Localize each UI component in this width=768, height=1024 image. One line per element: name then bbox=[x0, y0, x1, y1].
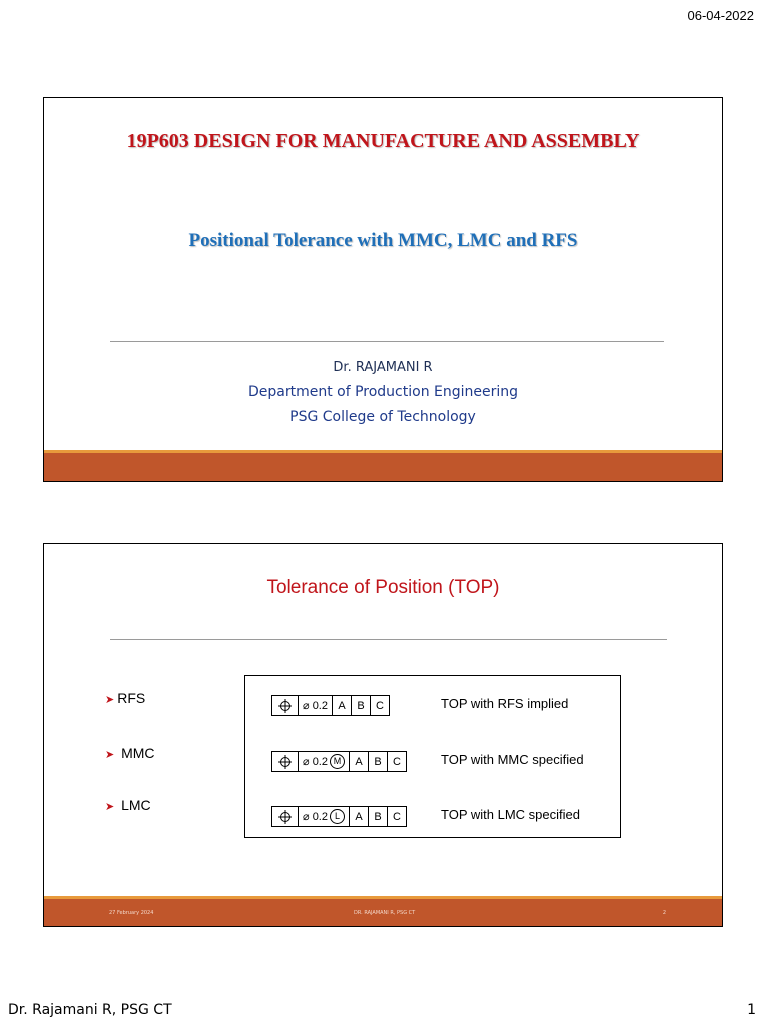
datum-cell: A bbox=[350, 807, 369, 826]
lecture-subtitle: Positional Tolerance with MMC, LMC and RFS bbox=[188, 230, 578, 251]
tolerance-cell bbox=[299, 752, 350, 771]
slide-top bbox=[43, 543, 723, 927]
bullet-label: LMC bbox=[121, 797, 151, 813]
tolerance-cell bbox=[299, 807, 350, 826]
slide-number: 2 bbox=[662, 910, 666, 916]
arrow-bullet-icon: ➤ bbox=[105, 749, 115, 761]
datum-cell: A bbox=[350, 752, 369, 771]
fcf-description: TOP with MMC specified bbox=[441, 752, 584, 767]
footer-band bbox=[44, 896, 722, 926]
slide-heading: Tolerance of Position (TOP) bbox=[266, 577, 500, 598]
datum-cell: A bbox=[333, 696, 352, 715]
arrow-bullet-icon: ➤ bbox=[105, 694, 115, 706]
lmc-modifier-icon: L bbox=[330, 809, 345, 824]
position-symbol-icon bbox=[272, 696, 299, 715]
page-date: 06-04-2022 bbox=[687, 8, 754, 23]
tolerance-value: 0.2 bbox=[312, 699, 328, 712]
slide-footer-date: 27 February 2024 bbox=[109, 910, 154, 916]
datum-cell: B bbox=[369, 752, 388, 771]
course-title: 19P603 DESIGN FOR MANUFACTURE AND ASSEMBLY bbox=[126, 130, 640, 152]
diameter-icon: ⌀ bbox=[303, 700, 310, 712]
department: Department of Production Engineering bbox=[247, 384, 519, 400]
feature-control-frame bbox=[271, 806, 407, 827]
fcf-description: TOP with RFS implied bbox=[441, 696, 569, 711]
bullet-item bbox=[105, 690, 145, 706]
feature-control-frame bbox=[271, 751, 407, 772]
feature-control-frame-figure bbox=[244, 675, 621, 838]
tolerance-value: 0.2 bbox=[312, 810, 328, 823]
diameter-icon: ⌀ bbox=[303, 811, 310, 823]
position-symbol-icon bbox=[272, 807, 299, 826]
datum-cell: C bbox=[376, 699, 384, 712]
bullet-label: MMC bbox=[121, 745, 155, 761]
fcf-description: TOP with LMC specified bbox=[441, 807, 580, 822]
position-symbol-icon bbox=[272, 752, 299, 771]
author-name: Dr. RAJAMANI R bbox=[333, 360, 433, 375]
arrow-bullet-icon: ➤ bbox=[105, 801, 115, 813]
datum-cell: C bbox=[393, 755, 401, 768]
divider bbox=[110, 639, 667, 640]
datum-cell: B bbox=[369, 807, 388, 826]
bullet-item bbox=[105, 797, 151, 813]
college: PSG College of Technology bbox=[290, 409, 476, 425]
page-footer-author: Dr. Rajamani R, PSG CT bbox=[8, 1002, 172, 1018]
tolerance-cell bbox=[299, 696, 333, 715]
mmc-modifier-icon: M bbox=[330, 754, 345, 769]
page-number: 1 bbox=[747, 1002, 756, 1018]
tolerance-value: 0.2 bbox=[312, 755, 328, 768]
feature-control-frame bbox=[271, 695, 390, 716]
slide-title bbox=[43, 97, 723, 482]
datum-cell: B bbox=[352, 696, 371, 715]
datum-cell: C bbox=[393, 810, 401, 823]
footer-band bbox=[44, 450, 722, 481]
diameter-icon: ⌀ bbox=[303, 756, 310, 768]
slide-footer-author: DR. RAJAMANI R, PSG CT bbox=[354, 910, 416, 916]
bullet-label: RFS bbox=[117, 690, 146, 706]
divider bbox=[110, 341, 664, 342]
bullet-item bbox=[105, 745, 155, 761]
